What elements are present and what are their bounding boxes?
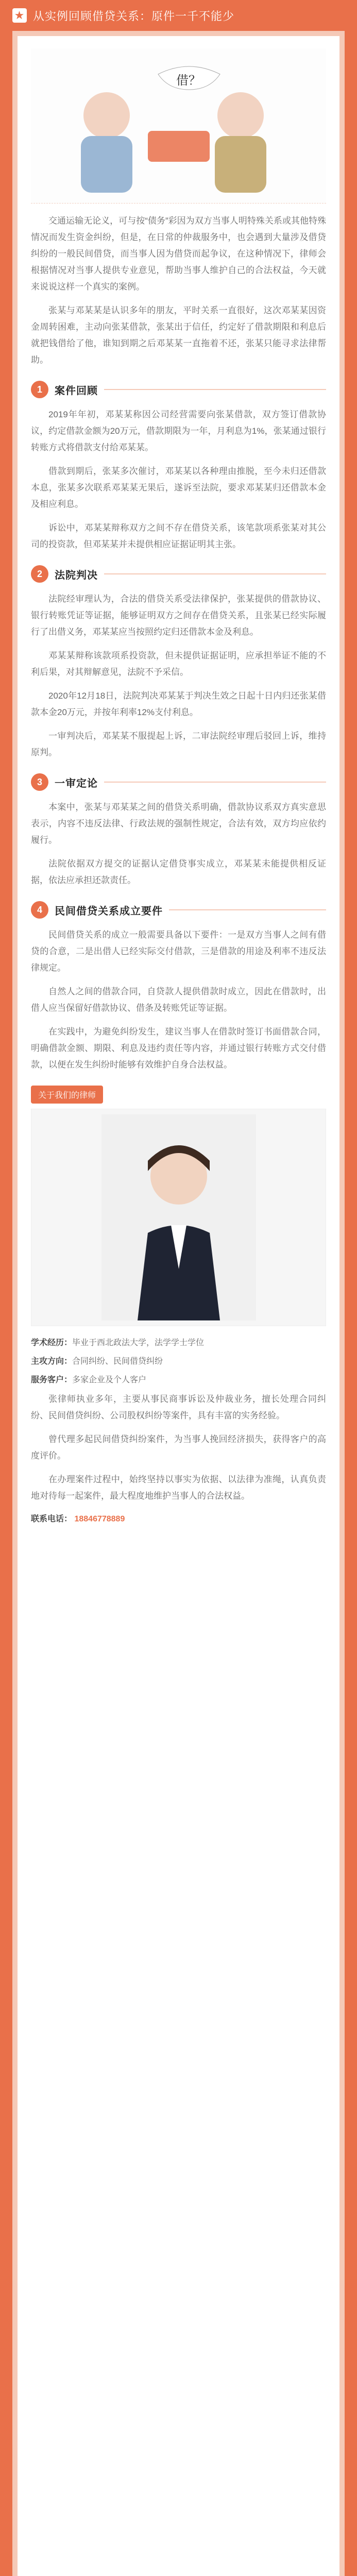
s4-paragraph-3: 在实践中，为避免纠纷发生，建议当事人在借款时签订书面借款合同，明确借款金额、期限、利息及违约责任等内容，并通过银行转账方式交付借款，以便在发生纠纷时能够有效维护自身合法权益。 [31, 1027, 326, 1070]
section-number: 3 [31, 773, 48, 791]
profile-label: 关于我们的律师 [31, 1086, 103, 1104]
section-number: 1 [31, 381, 48, 398]
profile-row: 服务客户：多家企业及个人客户 [31, 1376, 147, 1384]
s1-paragraph-2: 借款到期后，张某多次催讨，邓某某以各种理由推脱，至今未归还借款本息，张某多次联系邓某某无果后，遂诉至法院，要求邓某某归还借款本金及相应利息。 [31, 466, 326, 509]
intro-paragraph-1: 交通运输无论义，可与按“债务”彩因为双方当事人明特殊关系或其他特殊情况而发生资金纠纷，但是，在日常的仲裁服务中，也会遇到大量涉及借贷纠纷的一般民间借贷，而当事人因为借贷而起争议，在这种情况下，律师会根据情况对当事人提供专业意见，帮助当事人维护自己的合法权益，今天就来说说这样一个真实的案例。 [31, 216, 326, 292]
section-title: 一审定论 [55, 777, 98, 789]
section-header-2 [31, 565, 326, 583]
section-title: 民间借贷关系成立要件 [55, 905, 163, 917]
profile-row: 主攻方向：合同纠纷、民间借贷纠纷 [31, 1357, 163, 1366]
page-title: 从实例回顾借贷关系：原件一千不能少 [33, 9, 235, 23]
contact-phone[interactable]: 18846778889 [74, 1515, 125, 1523]
section-title: 法院判决 [55, 569, 98, 581]
lawyer-portrait-icon [101, 1114, 256, 1320]
profile-photo [31, 1109, 326, 1326]
profile-bio-1: 张律师执业多年，主要从事民商事诉讼及仲裁业务，擅长处理合同纠纷、民间借贷纠纷、公司股权纠纷等案件，具有丰富的实务经验。 [31, 1394, 326, 1420]
hero-speech: 借？ [176, 74, 201, 88]
hero-svg [35, 54, 323, 198]
section-header-4 [31, 901, 326, 919]
profile-bio-2: 曾代理多起民间借贷纠纷案件，为当事人挽回经济损失，获得客户的高度评价。 [31, 1434, 326, 1461]
s2-paragraph-1: 法院经审理认为，合法的借贷关系受法律保护，张某提供的借款协议、银行转账凭证等证据，能够证明双方之间存在借贷关系，且张某已经实际履行了出借义务，邓某某应当按照约定归还借款本金及利息。 [31, 594, 326, 637]
s2-paragraph-2: 邓某某辩称该款项系投资款，但未提供证据证明，应承担举证不能的不利后果，对其辩解意见，法院不予采信。 [31, 651, 326, 677]
section-divider [104, 782, 326, 783]
profile-details [31, 1335, 326, 1527]
article-paper [12, 31, 345, 2576]
s4-paragraph-2: 自然人之间的借款合同，自贷款人提供借款时成立，因此在借款时，出借人应当保留好借款协议、借条及转账凭证等证据。 [31, 987, 326, 1013]
contact-row: 联系电话： 18846778889 [31, 1515, 125, 1523]
bookmark-icon: ★ [12, 8, 27, 23]
s1-paragraph-1: 2019年年初，邓某某称因公司经营需要向张某借款，双方签订借款协议，约定借款金额为20万元，借款期限为一年，月利息为1%，张某通过银行转账方式将借款支付给邓某某。 [31, 410, 326, 452]
s1-paragraph-3: 诉讼中，邓某某辩称双方之间不存在借贷关系，该笔款项系张某对其公司的投资款，但邓某某并未提供相应证据证明其主张。 [31, 523, 326, 549]
s3-paragraph-1: 本案中，张某与邓某某之间的借贷关系明确，借款协议系双方真实意思表示，内容不违反法律、行政法规的强制性规定，合法有效，双方均应依约履行。 [31, 802, 326, 845]
s2-paragraph-4: 一审判决后，邓某某不服提起上诉，二审法院经审理后驳回上诉，维持原判。 [31, 731, 326, 757]
profile-row: 学术经历：毕业于西北政法大学，法学学士学位 [31, 1338, 205, 1347]
intro-paragraph-2: 张某与邓某某是认识多年的朋友，平时关系一直很好，这次邓某某因资金周转困难，主动向张某借款，张某出于信任，约定好了借款期限和利息后就把钱借给了他，谁知到期之后邓某某一直拖着不还，张某只能寻求法律帮助。 [31, 306, 326, 365]
section-number: 2 [31, 565, 48, 583]
hero-illustration [31, 48, 326, 204]
section-divider [104, 573, 326, 574]
section-divider [104, 389, 326, 390]
profile-bio-3: 在办理案件过程中，始终坚持以事实为依据、以法律为准绳，认真负责地对待每一起案件，最大程度地维护当事人的合法权益。 [31, 1475, 326, 1501]
section-number: 4 [31, 901, 48, 919]
section-divider [169, 909, 326, 910]
section-title: 案件回顾 [55, 385, 98, 397]
s3-paragraph-2: 法院依据双方提交的证据认定借贷事实成立，邓某某未能提供相反证据，依法应承担还款责任。 [31, 859, 326, 885]
s4-paragraph-1: 民间借贷关系的成立一般需要具备以下要件：一是双方当事人之间有借贷的合意，二是出借人已经实际交付借款，三是借款的用途及利率不违反法律规定。 [31, 930, 326, 973]
section-header-3 [31, 773, 326, 791]
section-header-1 [31, 381, 326, 398]
s2-paragraph-3: 2020年12月18日，法院判决邓某某于判决生效之日起十日内归还张某借款本金20万元，并按年利率12%支付利息。 [31, 691, 326, 717]
header-bar [0, 0, 357, 31]
